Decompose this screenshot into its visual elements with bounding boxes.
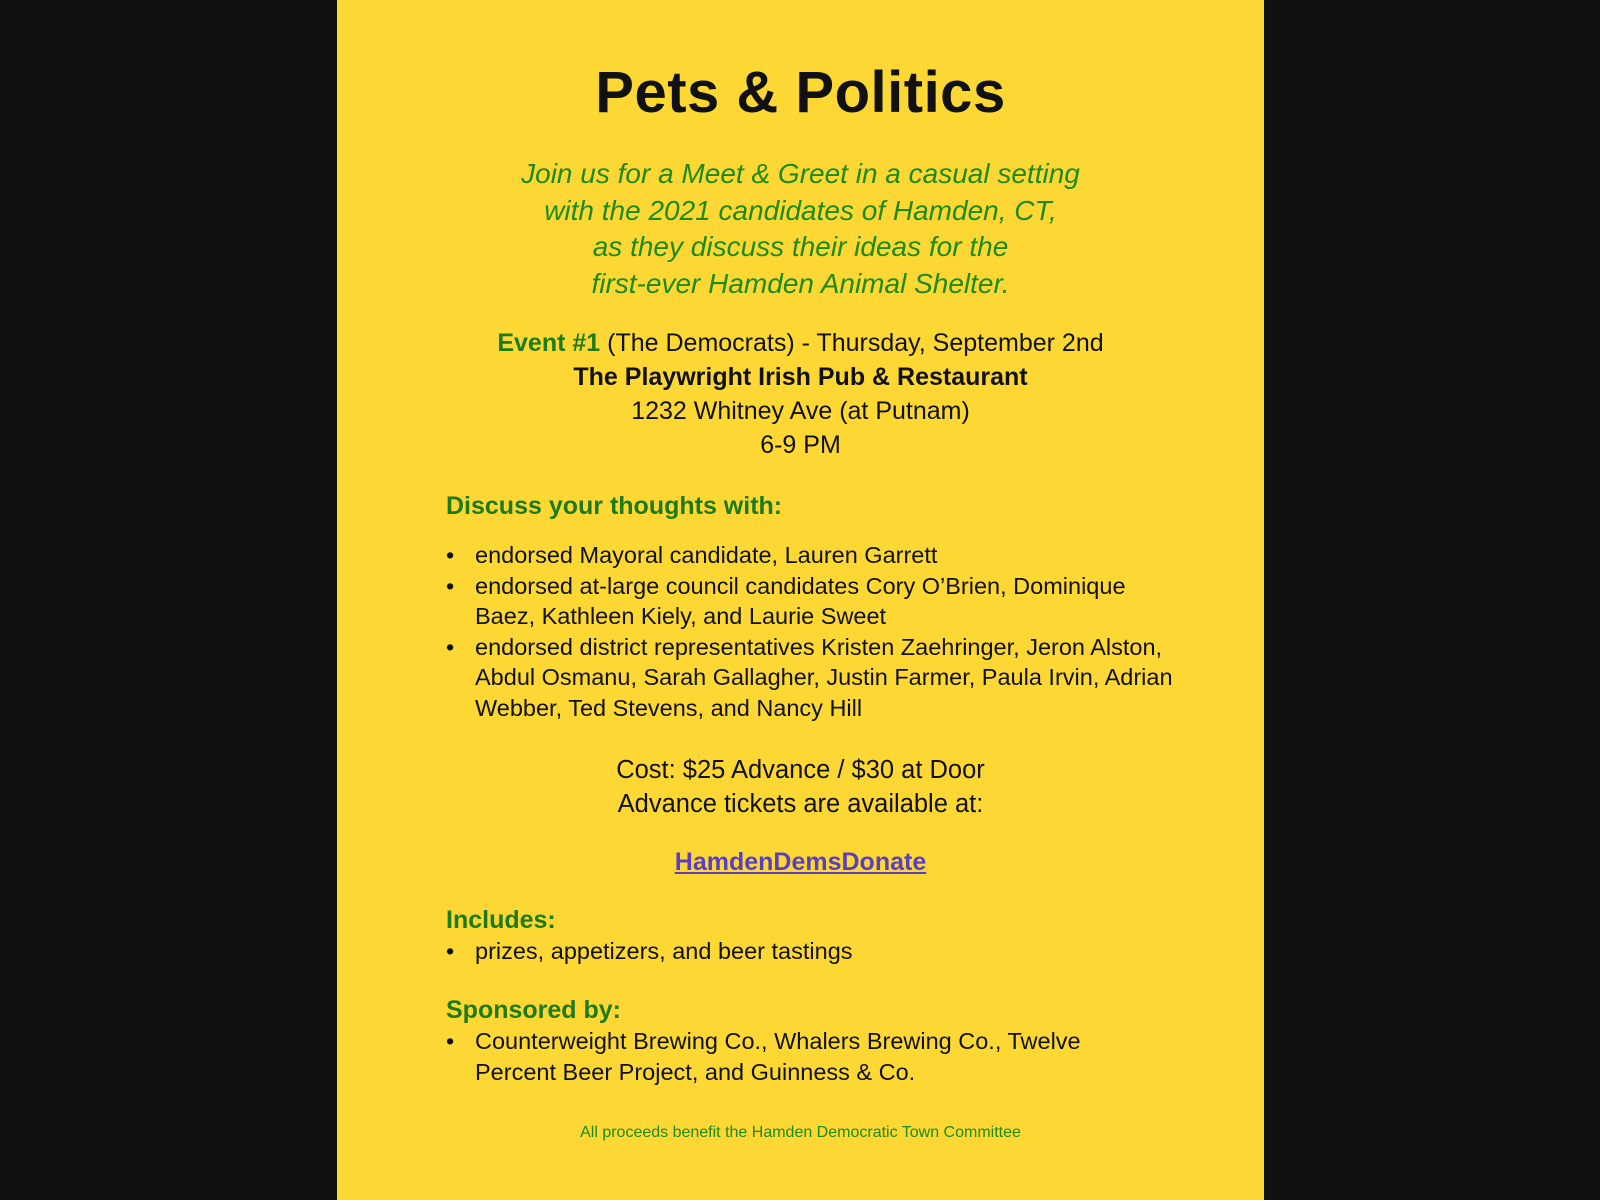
donate-link[interactable]: HamdenDemsDonate bbox=[674, 848, 927, 876]
flyer-title: Pets & Politics bbox=[595, 60, 1006, 125]
list-item bbox=[446, 632, 1176, 724]
donate-link-row bbox=[337, 846, 1264, 878]
list-item-text: prizes, appetizers, and beer tastings bbox=[475, 938, 853, 964]
event-venue: The Playwright Irish Pub & Restaurant bbox=[573, 363, 1028, 391]
sponsor-list bbox=[446, 1026, 1086, 1087]
event-time: 6-9 PM bbox=[760, 431, 841, 459]
cost-line: Advance tickets are available at: bbox=[617, 790, 984, 818]
event-label: Event #1 bbox=[497, 329, 601, 357]
event-line bbox=[337, 326, 1264, 360]
bullet-icon: • bbox=[446, 572, 455, 599]
discuss-heading: Discuss your thoughts with: bbox=[446, 492, 783, 520]
list-item bbox=[446, 540, 1176, 571]
list-item bbox=[446, 1026, 1086, 1087]
list-item bbox=[446, 936, 1176, 967]
event-date: (The Democrats) - Thursday, September 2nd bbox=[600, 329, 1104, 357]
includes-heading: Includes: bbox=[446, 906, 556, 934]
list-item-text: Counterweight Brewing Co., Whalers Brewing Co., Twelve Percent Beer Project, and Guinness & Co. bbox=[475, 1028, 1081, 1085]
candidate-list bbox=[446, 540, 1176, 723]
bullet-icon: • bbox=[446, 633, 455, 660]
intro-line: Join us for a Meet & Greet in a casual setting bbox=[521, 158, 1080, 189]
list-item-text: endorsed Mayoral candidate, Lauren Garrett bbox=[475, 542, 938, 568]
intro-line: with the 2021 candidates of Hamden, CT, bbox=[544, 194, 1057, 226]
cost-info bbox=[337, 753, 1264, 821]
intro-line: first-ever Hamden Animal Shelter. bbox=[591, 267, 1010, 299]
bullet-icon: • bbox=[446, 542, 455, 568]
event-details bbox=[337, 326, 1264, 462]
includes-list bbox=[446, 936, 1176, 967]
flyer-page bbox=[337, 0, 1264, 1200]
list-item-text: endorsed at-large council candidates Cory O’Brien, Dominique Baez, Kathleen Kiely, and Laurie Sweet bbox=[475, 572, 1126, 629]
intro-text bbox=[337, 156, 1264, 302]
bullet-icon: • bbox=[446, 938, 455, 964]
footer-note: All proceeds benefit the Hamden Democratic Town Committee bbox=[580, 1124, 1021, 1141]
cost-line: Cost: $25 Advance / $30 at Door bbox=[616, 756, 985, 784]
event-address: 1232 Whitney Ave (at Putnam) bbox=[631, 397, 970, 425]
list-item bbox=[446, 571, 1176, 632]
list-item-text: endorsed district representatives Kristen Zaehringer, Jeron Alston, Abdul Osmanu, Sarah Gallagher, Justin Farmer, Paula Irvin, Adrian Webber, Ted Stevens, and Nancy Hill bbox=[475, 633, 1173, 721]
bullet-icon: • bbox=[446, 1028, 455, 1054]
intro-line: as they discuss their ideas for the bbox=[592, 231, 1009, 262]
sponsored-heading: Sponsored by: bbox=[446, 996, 622, 1024]
